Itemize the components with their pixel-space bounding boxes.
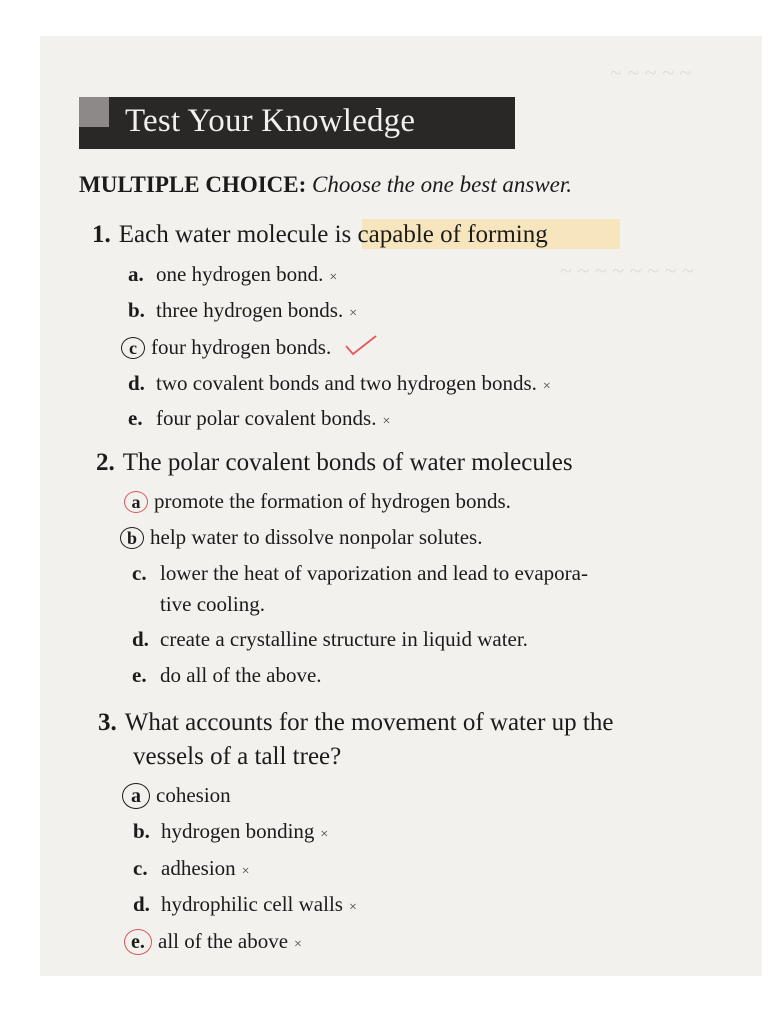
question-number: 1. [92,221,111,248]
option-1e [128,406,390,431]
section-title: Test Your Knowledge [125,103,416,139]
option-letter: b. [133,819,150,843]
question-text: The polar covalent bonds of water molecules [122,449,573,476]
option-3e [124,929,302,955]
option-text: adhesion [161,856,236,880]
question-1 [92,221,548,249]
option-text: create a crystalline structure in liquid water. [160,627,528,651]
option-1b [128,298,357,323]
question-number: 2. [96,449,115,476]
x-mark-icon: × [241,864,250,879]
bleed-through-text: ~ ~ ~ ~ ~ [610,60,692,85]
circled-letter: a [124,491,148,513]
option-3b [133,819,328,844]
circled-letter: b [120,527,144,549]
bleed-through-text: ~ ~ ~ ~ ~ ~ ~ ~ [560,258,694,283]
option-2c-continued [160,592,265,617]
option-1d [128,371,551,396]
question-text: Each water molecule is capable of forming [118,221,548,248]
option-2b [120,525,482,550]
option-1c [121,334,378,360]
option-2a [124,489,511,514]
circled-letter: c [121,337,145,359]
circled-letter: e. [124,929,152,955]
x-mark-icon: × [542,379,551,394]
title-notch [79,97,109,127]
option-text: hydrogen bonding [161,819,315,843]
checkmark-icon [344,334,378,358]
instructions [79,172,572,198]
option-text: tive cooling. [160,592,265,616]
option-text: cohesion [156,783,231,807]
option-letter: d. [128,371,145,395]
question-3-continued [133,743,341,771]
option-3d [133,892,357,917]
option-letter: e. [132,663,147,687]
option-text: do all of the above. [160,663,322,687]
question-text: What accounts for the movement of water up the [124,709,614,736]
option-letter: d. [132,627,149,651]
option-text: two covalent bonds and two hydrogen bonds. [156,371,537,395]
option-text: one hydrogen bond. [156,262,324,286]
option-letter: b. [128,298,145,322]
option-text: hydrophilic cell walls [161,892,343,916]
option-letter: d. [133,892,150,916]
option-text: four polar covalent bonds. [156,406,377,430]
instructions-text: Choose the one best answer. [312,172,573,197]
question-2 [96,449,573,477]
option-3c [133,856,250,881]
option-text: four hydrogen bonds. [151,335,332,359]
option-2c [132,561,588,586]
option-text: lower the heat of vaporization and lead to evapora- [160,561,588,585]
x-mark-icon: × [320,827,329,842]
option-3a [122,783,231,809]
x-mark-icon: × [348,900,357,915]
question-text: vessels of a tall tree? [133,743,342,770]
x-mark-icon: × [329,270,338,285]
question-number: 3. [98,709,117,736]
question-3 [98,709,613,737]
instructions-label: MULTIPLE CHOICE: [79,172,307,197]
option-letter: a. [128,262,144,286]
x-mark-icon: × [382,414,391,429]
option-1a [128,262,337,287]
option-text: help water to dissolve nonpolar solutes. [150,525,483,549]
option-letter: e. [128,406,143,430]
option-2e [132,663,322,688]
x-mark-icon: × [349,306,358,321]
x-mark-icon: × [294,937,302,952]
option-2d [132,627,528,652]
option-text: all of the above [158,929,289,953]
section-title-bar [79,97,515,149]
option-text: promote the formation of hydrogen bonds. [154,489,511,513]
circled-letter: a [122,783,150,809]
option-letter: c. [132,561,147,585]
option-text: three hydrogen bonds. [156,298,344,322]
option-letter: c. [133,856,148,880]
